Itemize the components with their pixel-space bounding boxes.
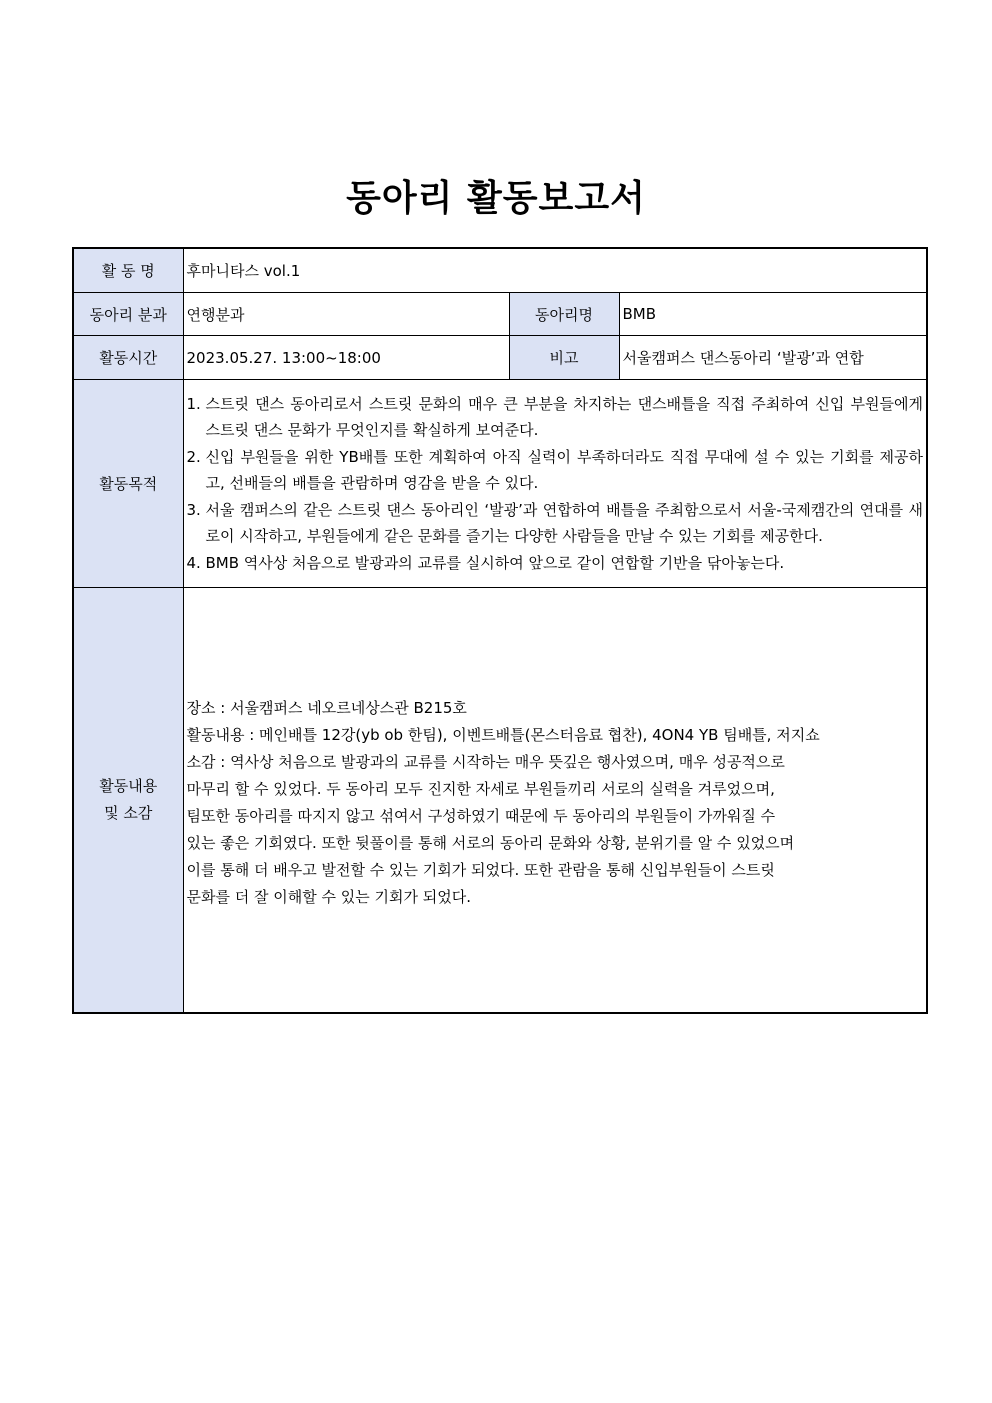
club-division-label: 동아리 분과 <box>73 293 183 336</box>
purpose-list <box>187 391 924 577</box>
content-value <box>183 588 927 1014</box>
activity-time-row <box>73 336 927 380</box>
content-line: 있는 좋은 기회였다. 또한 뒷풀이를 통해 서로의 동아리 문화와 상황, 분위기를 알 수 있었으며 <box>186 834 795 852</box>
club-name-value: BMB <box>619 293 927 336</box>
activity-name-label: 활 동 명 <box>73 248 183 293</box>
content-row <box>73 588 927 1014</box>
club-row <box>73 293 927 336</box>
purpose-item-text: 스트릿 댄스 동아리로서 스트릿 문화의 매우 큰 부분을 차지하는 댄스배틀을 직접 주최하여 신입 부원들에게 스트릿 댄스 문화가 무엇인지를 확실하게 보여준다. <box>205 394 923 440</box>
club-division-value: 연행분과 <box>183 293 509 336</box>
content-text-block <box>187 689 924 911</box>
activity-time-value: 2023.05.27. 13:00~18:00 <box>183 336 509 380</box>
document-title: 동아리 활동보고서 <box>346 178 646 219</box>
purpose-item <box>187 550 924 577</box>
purpose-item-number: 4. <box>186 553 201 572</box>
purpose-label: 활동목적 <box>73 380 183 588</box>
content-line: 마무리 할 수 있었다. 두 동아리 모두 진지한 자세로 부원들끼리 서로의 실력을 겨루었으며, <box>186 780 775 798</box>
purpose-item-text: 서울 캠퍼스의 같은 스트릿 댄스 동아리인 ‘발광’과 연합하여 배틀을 주최함으로서 서울-국제캠간의 연대를 새로이 시작하고, 부원들에게 같은 문화를 즐기는 다양한 사람들을 만날 수 있는 기회를 제공한다. <box>205 500 923 546</box>
purpose-value <box>183 380 927 588</box>
purpose-item <box>187 391 924 444</box>
activity-time-label: 활동시간 <box>73 336 183 380</box>
content-line: 활동내용 : 메인배틀 12강(yb ob 한팀), 이벤트배틀(몬스터음료 협찬), 4ON4 YB 팀배틀, 저지쇼 <box>186 726 820 744</box>
purpose-item-text: BMB 역사상 처음으로 발광과의 교류를 실시하여 앞으로 같이 연합할 기반을 닦아놓는다. <box>205 553 785 572</box>
content-line: 팀또한 동아리를 따지지 않고 섞여서 구성하였기 때문에 두 동아리의 부원들이 가까워질 수 <box>186 807 776 825</box>
remarks-label: 비고 <box>509 336 619 380</box>
content-label <box>73 588 183 1014</box>
content-label-line: 및 소감 <box>104 804 153 822</box>
content-label-line: 활동내용 <box>99 777 158 795</box>
purpose-item-number: 1. <box>186 394 201 413</box>
purpose-item-text: 신입 부원들을 위한 YB배틀 또한 계획하여 아직 실력이 부족하더라도 직접 무대에 설 수 있는 기회를 제공하고, 선배들의 배틀을 관람하며 영감을 받을 수 있다. <box>205 447 923 493</box>
purpose-row <box>73 380 927 588</box>
activity-report-table <box>72 247 928 1014</box>
content-line: 소감 : 역사상 처음으로 발광과의 교류를 시작하는 매우 뜻깊은 행사였으며, 매우 성공적으로 <box>186 753 785 771</box>
remarks-value: 서울캠퍼스 댄스동아리 ‘발광’과 연합 <box>619 336 927 380</box>
content-line: 문화를 더 잘 이해할 수 있는 기회가 되었다. <box>186 888 471 906</box>
purpose-item-number: 3. <box>186 500 201 519</box>
content-line: 이를 통해 더 배우고 발전할 수 있는 기회가 되었다. 또한 관람을 통해 신입부원들이 스트릿 <box>186 861 775 879</box>
purpose-item <box>187 444 924 497</box>
purpose-item-number: 2. <box>186 447 201 466</box>
activity-name-row <box>73 248 927 293</box>
activity-name-value: 후마니타스 vol.1 <box>183 248 927 293</box>
content-line: 장소 : 서울캠퍼스 네오르네상스관 B215호 <box>186 699 467 717</box>
club-name-label: 동아리명 <box>509 293 619 336</box>
purpose-item <box>187 497 924 550</box>
